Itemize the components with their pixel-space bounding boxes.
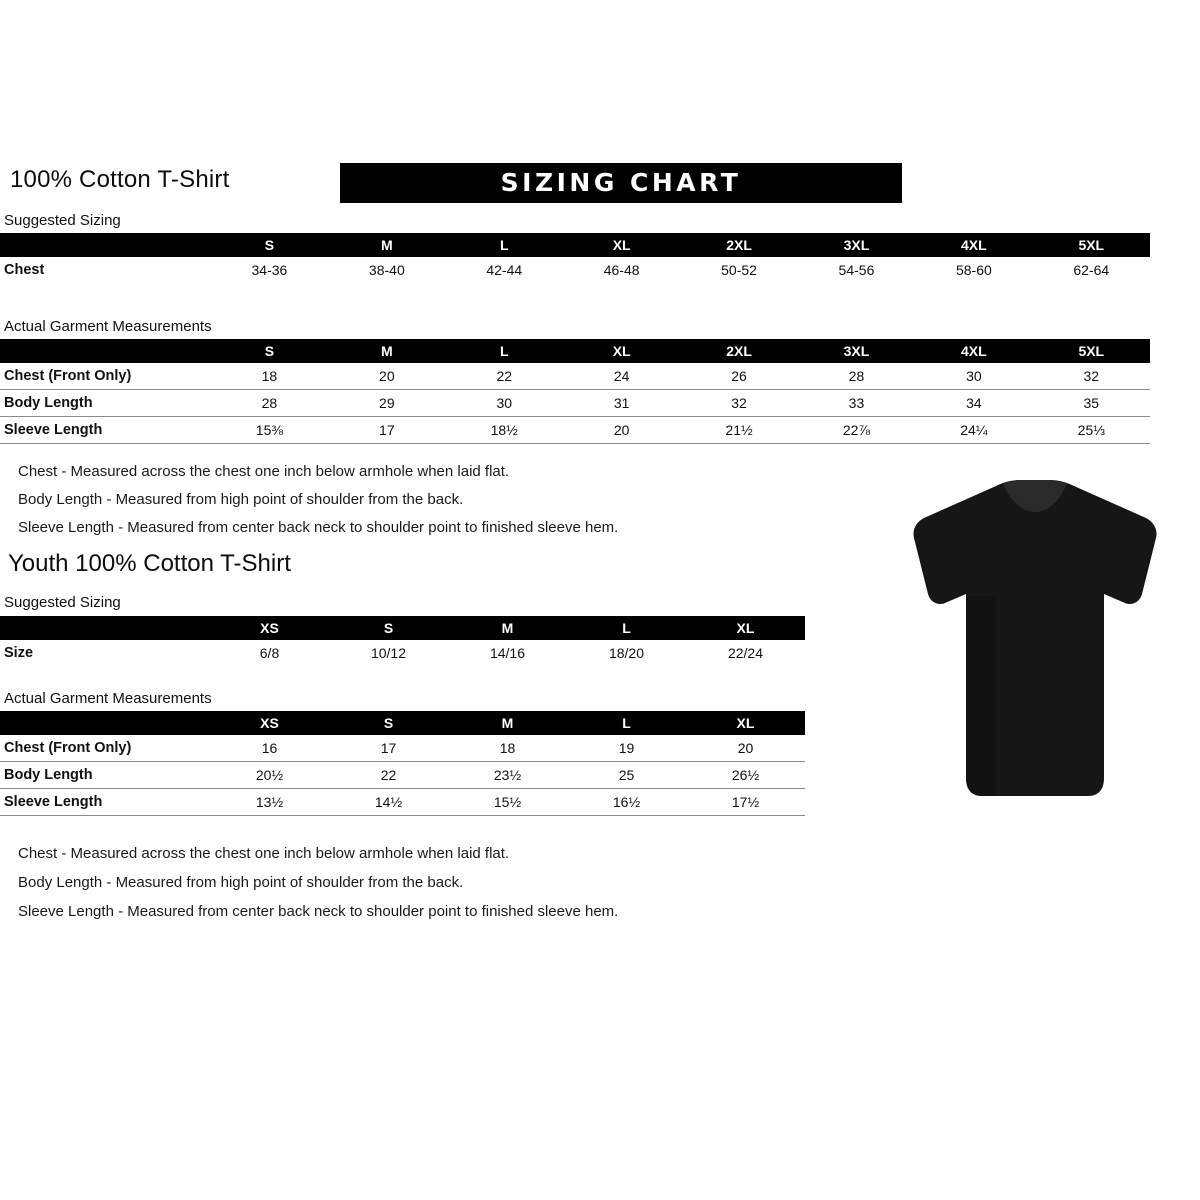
- header-size: M: [328, 233, 445, 257]
- cell: 30: [496, 395, 513, 411]
- table-row: [0, 762, 805, 789]
- cell: 62-64: [1073, 262, 1110, 278]
- header-size: 4XL: [915, 339, 1032, 363]
- cell: 20: [613, 422, 630, 438]
- header-corner: [0, 233, 211, 257]
- table-row: [0, 735, 805, 762]
- table-header-row: [0, 233, 1150, 257]
- header-corner: [0, 339, 211, 363]
- header-size: XS: [210, 616, 329, 640]
- table-row: [0, 390, 1150, 417]
- cell: 28: [261, 395, 278, 411]
- cell: 18: [261, 368, 278, 384]
- cell: 20½: [255, 767, 284, 783]
- cell: 23½: [493, 767, 522, 783]
- cell: 17: [379, 422, 395, 438]
- header-size: 3XL: [798, 233, 915, 257]
- header-size: L: [567, 711, 686, 735]
- row-label: Chest (Front Only): [4, 368, 132, 384]
- cell: 31: [613, 395, 630, 411]
- cell: 22: [380, 767, 397, 783]
- cell: 28: [848, 368, 865, 384]
- cell: 24¼: [960, 422, 988, 438]
- cell: 35: [1083, 395, 1100, 411]
- cell: 34: [966, 395, 982, 411]
- adult-actual-measurements-table: [0, 339, 1150, 444]
- cell: 24: [613, 368, 630, 384]
- header-size: 2XL: [680, 233, 797, 257]
- cell: 10/12: [370, 645, 407, 661]
- youth-section-title: Youth 100% Cotton T-Shirt: [8, 550, 291, 577]
- cell: 34-36: [251, 262, 288, 278]
- cell: 18: [499, 740, 516, 756]
- header-size: 4XL: [915, 233, 1032, 257]
- table-row: [0, 417, 1150, 444]
- adult-note-chest: Chest - Measured across the chest one inch below armhole when laid flat.: [18, 463, 510, 480]
- cell: 54-56: [838, 262, 875, 278]
- cell: 29: [379, 395, 395, 411]
- header-size: XL: [563, 339, 680, 363]
- cell: 50-52: [721, 262, 757, 278]
- header-size: M: [328, 339, 445, 363]
- header-size: XL: [686, 616, 805, 640]
- cell: 46-48: [603, 262, 640, 278]
- cell: 22⅞: [842, 422, 871, 438]
- row-label: Body Length: [4, 395, 93, 411]
- cell: 15½: [493, 794, 522, 810]
- tshirt-icon: [900, 478, 1170, 808]
- tshirt-illustration: [900, 478, 1170, 808]
- header-size: M: [448, 616, 567, 640]
- header-size: 5XL: [1033, 339, 1150, 363]
- header-corner: [0, 711, 210, 735]
- cell: 32: [731, 395, 747, 411]
- cell: 38-40: [368, 262, 405, 278]
- header-size: L: [446, 339, 563, 363]
- cell: 19: [618, 740, 635, 756]
- cell: 16½: [612, 794, 641, 810]
- header-size: XS: [210, 711, 329, 735]
- header-size: S: [211, 233, 328, 257]
- cell: 15⅜: [255, 422, 284, 438]
- header-size: L: [567, 616, 686, 640]
- cell: 25: [618, 767, 635, 783]
- table-row: [0, 257, 1150, 283]
- cell: 18½: [490, 422, 518, 438]
- cell: 42-44: [486, 262, 523, 278]
- header-size: 5XL: [1033, 233, 1150, 257]
- cell: 16: [261, 740, 278, 756]
- row-label: Size: [4, 645, 34, 661]
- youth-actual-measurements-table: [0, 711, 805, 816]
- youth-note-sleeve-length: Sleeve Length - Measured from center back neck to shoulder point to finished sleeve hem.: [18, 903, 619, 920]
- header-size: S: [329, 711, 448, 735]
- youth-note-chest: Chest - Measured across the chest one inch below armhole when laid flat.: [18, 845, 510, 862]
- cell: 30: [966, 368, 982, 384]
- table-row: [0, 640, 805, 666]
- header-size: M: [448, 711, 567, 735]
- cell: 14/16: [489, 645, 526, 661]
- cell: 20: [737, 740, 754, 756]
- cell: 58-60: [955, 262, 992, 278]
- header-size: 3XL: [798, 339, 915, 363]
- cell: 14½: [374, 794, 403, 810]
- cell: 13½: [255, 794, 284, 810]
- adult-note-sleeve-length: Sleeve Length - Measured from center back neck to shoulder point to finished sleeve hem.: [18, 519, 619, 536]
- header-size: S: [329, 616, 448, 640]
- youth-suggested-sizing-table: [0, 616, 805, 666]
- cell: 17½: [731, 794, 760, 810]
- cell: 6/8: [259, 645, 280, 661]
- cell: 26: [731, 368, 747, 384]
- cell: 26½: [731, 767, 760, 783]
- row-label: Sleeve Length: [4, 794, 103, 810]
- adult-suggested-sizing-table: [0, 233, 1150, 283]
- row-label: Chest: [4, 262, 45, 278]
- cell: 22: [496, 368, 513, 384]
- adult-note-body-length: Body Length - Measured from high point of shoulder from the back.: [18, 491, 464, 508]
- row-label: Chest (Front Only): [4, 740, 132, 756]
- cell: 25⅓: [1077, 422, 1105, 438]
- youth-note-body-length: Body Length - Measured from high point of shoulder from the back.: [18, 874, 464, 891]
- table-header-row: [0, 616, 805, 640]
- cell: 33: [848, 395, 865, 411]
- header-size: S: [211, 339, 328, 363]
- header-corner: [0, 616, 210, 640]
- table-row: [0, 789, 805, 816]
- cell: 17: [380, 740, 397, 756]
- header-size: 2XL: [680, 339, 797, 363]
- table-header-row: [0, 339, 1150, 363]
- header-size: L: [446, 233, 563, 257]
- header-size: XL: [686, 711, 805, 735]
- youth-suggested-sizing-label: Suggested Sizing: [4, 594, 121, 611]
- table-row: [0, 363, 1150, 390]
- sizing-chart-banner-title: SIZING CHART: [500, 168, 742, 197]
- cell: 20: [379, 368, 395, 384]
- cell: 32: [1083, 368, 1100, 384]
- adult-suggested-sizing-label: Suggested Sizing: [4, 212, 121, 229]
- cell: 22/24: [727, 645, 764, 661]
- youth-actual-measurements-label: Actual Garment Measurements: [4, 690, 212, 707]
- header-size: XL: [563, 233, 680, 257]
- row-label: Sleeve Length: [4, 422, 103, 438]
- table-header-row: [0, 711, 805, 735]
- cell: 21½: [725, 422, 753, 438]
- cell: 18/20: [608, 645, 645, 661]
- row-label: Body Length: [4, 767, 93, 783]
- adult-section-title: 100% Cotton T-Shirt: [10, 166, 230, 193]
- adult-actual-measurements-label: Actual Garment Measurements: [4, 318, 212, 335]
